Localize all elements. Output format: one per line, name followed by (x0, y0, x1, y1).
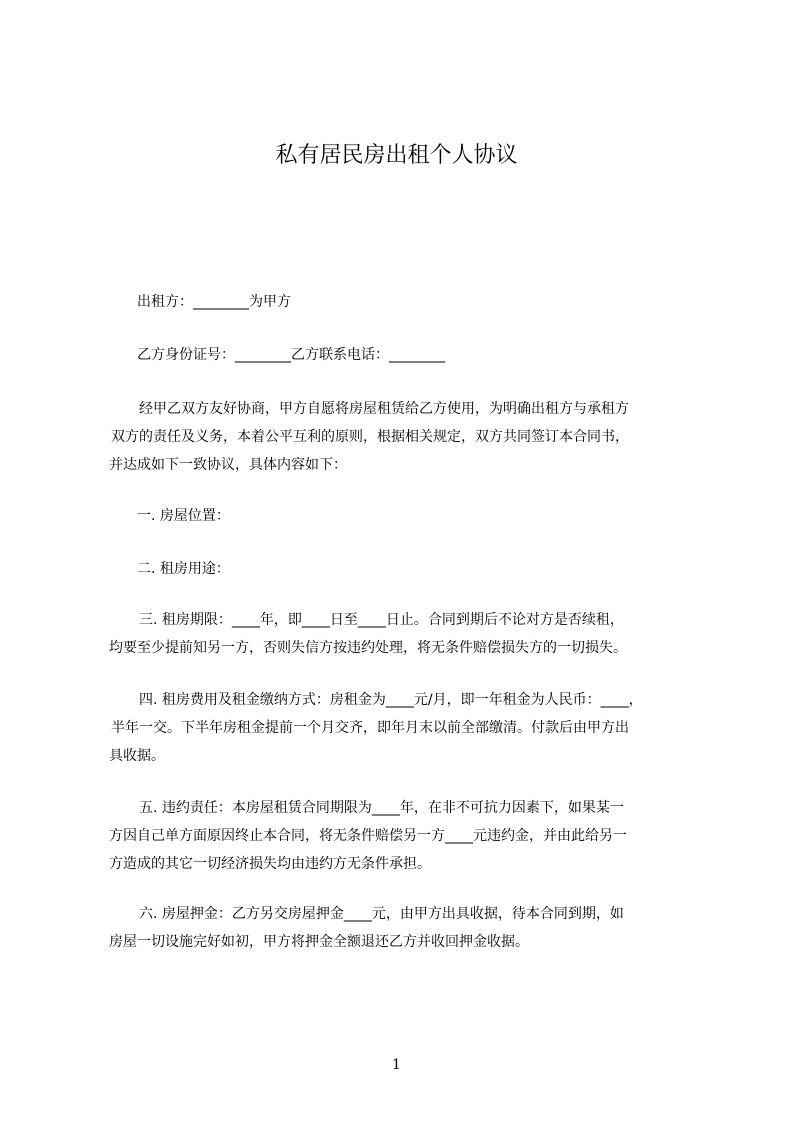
clause-line: 六. 房屋押金：乙方另交房屋押金____元，由甲方出具收据，待本合同到期，如 (139, 906, 624, 922)
clause-line: 具收据。 (109, 748, 165, 764)
clause-deposit (109, 900, 709, 956)
clause-line: 五. 违约责任：本房屋租赁合同期限为____年，在非不可抗力因素下，如果某一 (139, 800, 624, 816)
lessor-line: 出租方：________为甲方 (137, 294, 291, 310)
preamble-paragraph (109, 395, 709, 479)
clause-rental-purpose: 二. 租房用途： (137, 561, 230, 577)
preamble-line: 双方的责任及义务，本着公平互利的原则，根据相关规定，双方共同签订本合同书， (111, 429, 629, 445)
clause-line: 半年一交。下半年房租金提前一个月交齐，即年月末以前全部缴清。付款后由甲方出 (111, 720, 629, 736)
preamble-line: 经甲乙双方友好协商，甲方自愿将房屋租赁给乙方使用，为明确出租方与承租方 (139, 401, 629, 417)
clause-house-location: 一. 房屋位置： (137, 508, 230, 524)
clause-line: 房屋一切设施完好如初，甲方将押金全额退还乙方并收回押金收据。 (109, 934, 529, 950)
clause-rental-period (109, 606, 709, 662)
clause-rent-payment (109, 686, 709, 770)
page-title: 私有居民房出租个人协议 (275, 143, 518, 168)
page-number: 1 (392, 1057, 401, 1073)
clause-line: 三. 租房期限：____年，即____日至____日止。合同到期后不论对方是否续租， (139, 612, 624, 628)
preamble-line: 并达成如下一致协议，具体内容如下： (109, 457, 347, 473)
clause-line: 均要至少提前知另一方，否则失信方按违约处理，将无条件赔偿损失方的一切损失。 (109, 640, 627, 656)
lessee-id-line: 乙方身份证号：________乙方联系电话：________ (137, 347, 445, 363)
clause-breach-liability (109, 794, 709, 878)
clause-line: 方造成的其它一切经济损失均由违约方无条件承担。 (109, 856, 431, 872)
clause-line: 四. 租房费用及租金缴纳方式：房租金为____元/月，即一年租金为人民币：____， (139, 692, 643, 708)
clause-line: 方因自己单方面原因终止本合同，将无条件赔偿另一方____元违约金，并由此给另一 (109, 828, 627, 844)
